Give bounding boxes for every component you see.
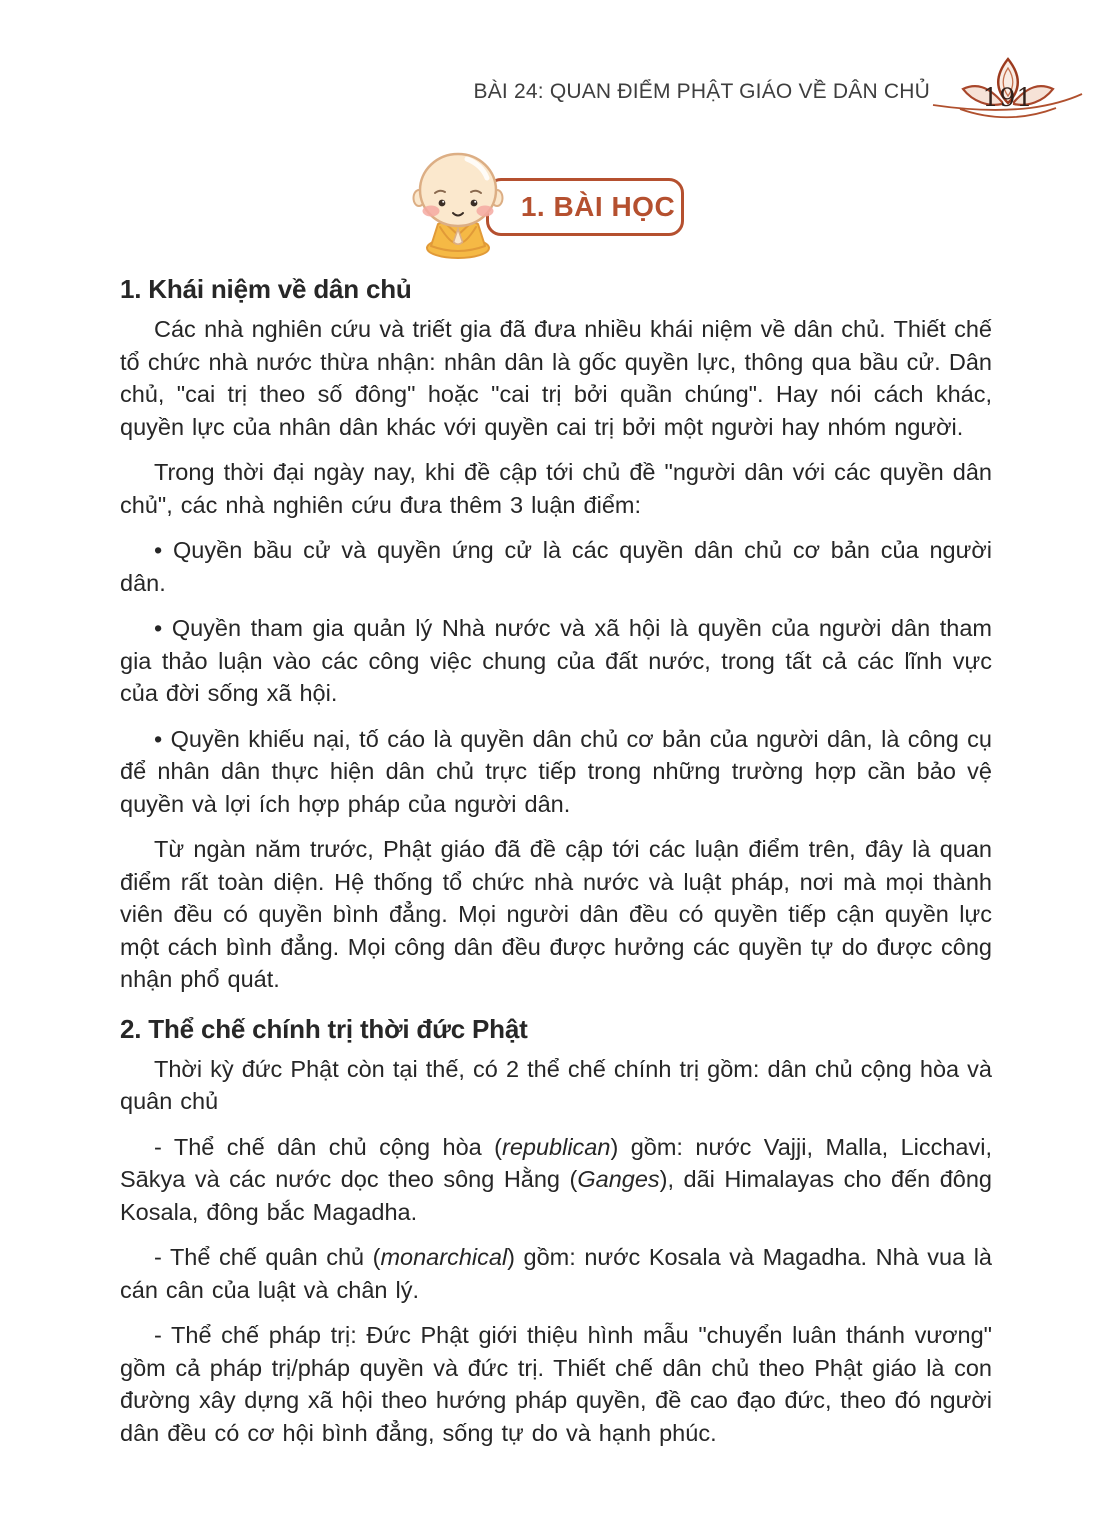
text-run: Trong thời đại ngày nay, khi đề cập tới chủ đề "người dân với các quyền dân chủ", các nhà nghiên cứu đưa thêm 3 luận điểm: <box>120 459 992 518</box>
page-number: 191 <box>982 83 1034 112</box>
text-run: - Thể chế pháp trị: Đức Phật giới thiệu hình mẫu "chuyển luân thánh vương" gồm cả pháp trị/pháp quyền và đức trị. Thiết chế dân chủ theo Phật giáo là con đường xây dựng xã hội theo hướng pháp quyền, đề cao đạo đức, theo đó người dân đều có cơ hội bình đẳng, sống tự do và hạnh phúc. <box>120 1322 992 1446</box>
italic-text-run: monarchical <box>380 1244 508 1270</box>
section-heading: 1. Khái niệm về dân chủ <box>120 274 412 304</box>
lesson-content <box>120 256 992 1462</box>
paragraph <box>120 1319 992 1449</box>
page-header <box>474 56 1084 126</box>
text-run: Từ ngàn năm trước, Phật giáo đã đề cập tới các luận điểm trên, đây là quan điểm rất toàn diện. Hệ thống tổ chức nhà nước và luật pháp, nơi mà mọi thành viên đều có quyền bình đẳng. Mọi người dân đều có quyền tiếp cận quyền lực một cách bình đẳng. Mọi công dân đều được hưởng các quyền tự do được công nhận phổ quát. <box>120 836 992 992</box>
paragraph <box>120 313 992 443</box>
text-run: - Thể chế quân chủ ( <box>154 1244 381 1270</box>
text-run: - Thể chế dân chủ cộng hòa ( <box>154 1133 502 1160</box>
section-heading: 2. Thể chế chính trị thời đức Phật <box>120 1013 528 1044</box>
paragraph <box>120 833 992 996</box>
text-run: Thời kỳ đức Phật còn tại thế, có 2 thể chế chính trị gồm: dân chủ cộng hòa và quân chủ <box>120 1055 992 1114</box>
lotus-page-ornament <box>932 56 1084 126</box>
text-run: • Quyền tham gia quản lý Nhà nước và xã hội là quyền của người dân tham gia thảo luận vào các công việc chung của đất nước, trong tất cả các lĩnh vực của đời sống xã hội. <box>120 615 992 706</box>
paragraph <box>120 1131 992 1229</box>
text-run: ), dãi Himalayas cho đến đông Kosala, đông bắc Magadha. <box>120 1166 992 1225</box>
text-run: ) gồm: nước Kosala và Magadha. Nhà vua là cán cân của luật và chân lý. <box>120 1244 992 1303</box>
paragraph <box>120 456 992 521</box>
monk-icon <box>401 150 515 265</box>
lesson-badge-label: 1. BÀI HỌC <box>520 191 676 222</box>
text-run: • Quyền khiếu nại, tố cáo là quyền dân chủ cơ bản của người dân, là công cụ để nhân dân thực hiện dân chủ trực tiếp trong những trường hợp cần bảo vệ quyền và lợi ích hợp pháp của người dân. <box>120 725 992 817</box>
paragraph <box>120 1241 992 1306</box>
italic-text-run: republican <box>502 1133 611 1160</box>
paragraph <box>120 534 992 599</box>
text-run: Các nhà nghiên cứu và triết gia đã đưa nhiều khái niệm về dân chủ. Thiết chế tổ chức nhà nước thừa nhận: nhân dân là gốc quyền lực, thông qua bầu cử. Dân chủ, "cai trị theo số đông" hoặc "cai trị bởi quần chúng". Hay nói cách khác, quyền lực của nhân dân khác với quyền cai trị bởi một người hay nhóm người. <box>120 316 992 440</box>
text-run: ) gồm: nước Vajji, Malla, Licchavi, Sākya và các nước dọc theo sông Hằng ( <box>120 1133 992 1192</box>
lesson-badge <box>486 178 684 236</box>
chapter-title: BÀI 24: QUAN ĐIỂM PHẬT GIÁO VỀ DÂN CHỦ <box>473 80 930 103</box>
paragraph <box>120 723 992 821</box>
text-run: • Quyền bầu cử và quyền ứng cử là các quyền dân chủ cơ bản của người dân. <box>120 537 992 596</box>
paragraph <box>120 1053 992 1118</box>
paragraph <box>120 612 992 710</box>
italic-text-run: Ganges <box>577 1166 660 1192</box>
lesson-banner <box>0 150 1106 262</box>
